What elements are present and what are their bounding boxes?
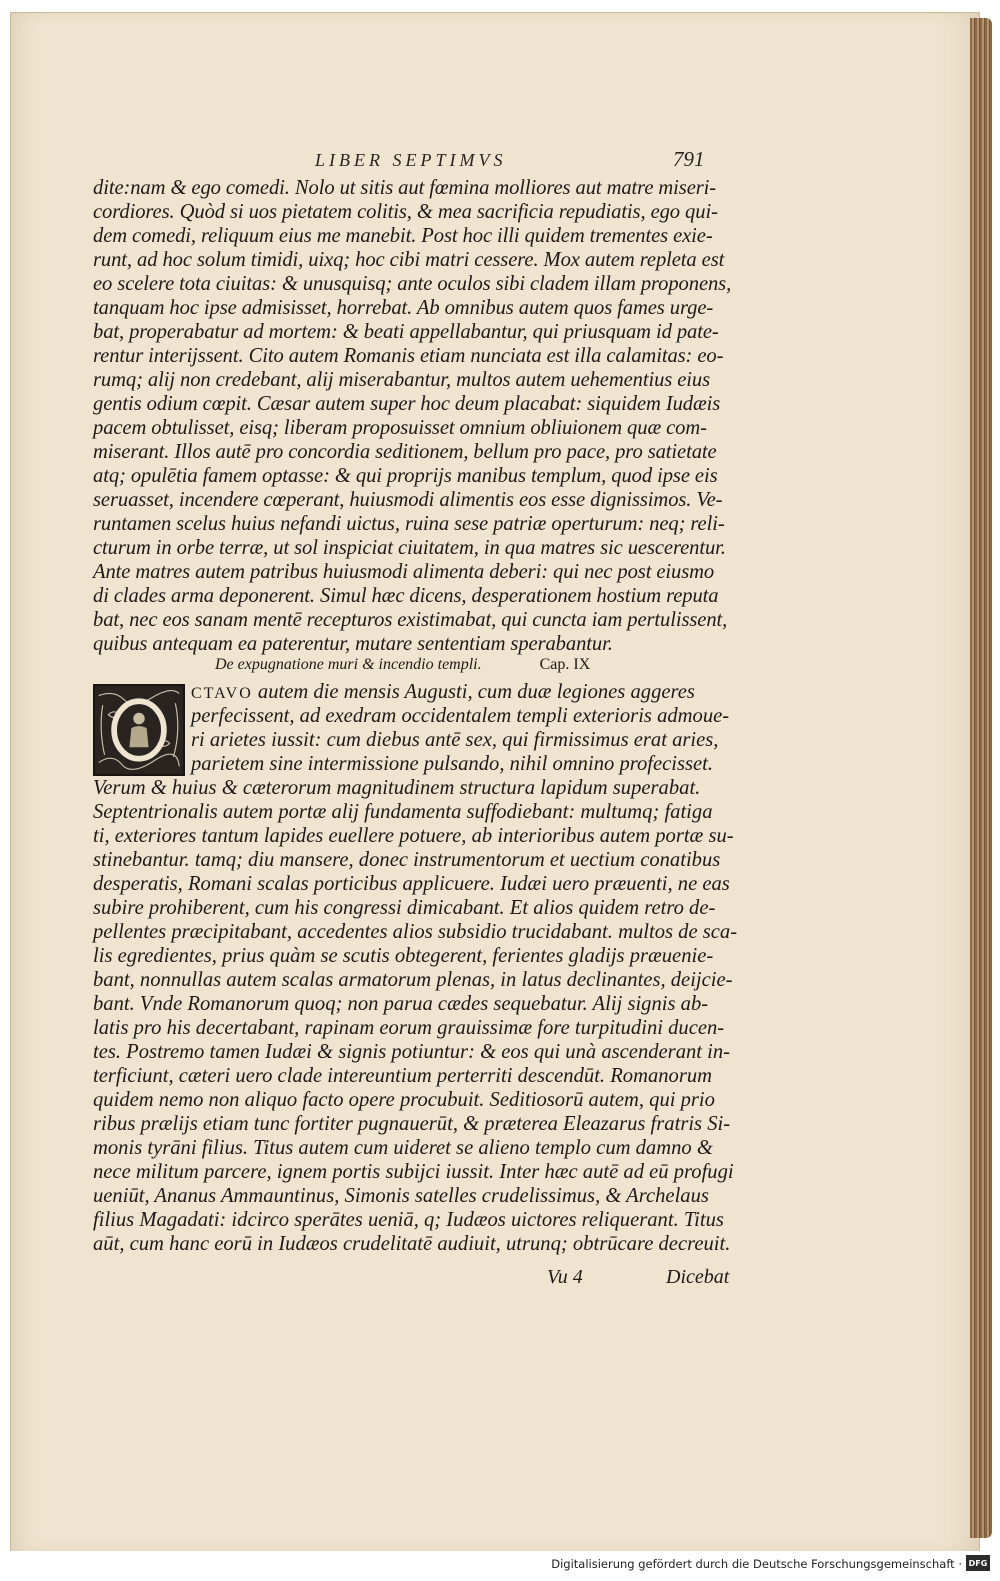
text-line: runt, ad hoc solum timidi, uixq; hoc cibi matri cessere. Mox autem repleta est — [93, 249, 725, 271]
text-line: stinebantur. tamq; diu mansere, donec instrumentorum et uectium conatibus — [93, 849, 721, 871]
catchword: Dicebat — [666, 1266, 730, 1288]
text-line: rentur interijssent. Cito autem Romanis etiam nunciata est illa calamitas: eo- — [93, 345, 724, 367]
text-line: ribus prælijs etiam tunc fortiter pugnauerūt, & præterea Eleazarus fratris Si- — [93, 1113, 731, 1135]
text-line: pellentes præcipitabant, accedentes alios subsidio trucidabant. multos de sca- — [93, 921, 738, 943]
chapter-heading — [215, 656, 590, 674]
text-line: subire prohiberent, cum his congressi dimicabant. Et alios quidem retro de- — [93, 897, 716, 919]
signature-mark: Vu 4 — [547, 1266, 583, 1288]
text-line: ueniūt, Ananus Ammauntinus, Simonis satelles crudelissimus, & Archelaus — [93, 1185, 709, 1207]
text-line: gentis odium cœpit. Cæsar autem super hoc deum placabat: siquidem Iudæis — [93, 393, 721, 415]
text-line: desperatis, Romani scalas porticibus applicuere. Iudæi uero præuenti, ne eas — [93, 873, 730, 895]
text-line: pacem obtulisset, eisq; liberam proposuisset omnium obliuionem quæ com- — [93, 417, 707, 439]
text-line: ri arietes iussit: cum diebus antē sex, qui firmissimus erat aries, — [191, 729, 719, 751]
text-line: eo scelere tota ciuitas: & unusquisq; ante oculos sibi cladem illam proponens, — [93, 273, 732, 295]
text-line: bat, nec eos sanam mentē recepturos existimabat, qui cuncta iam pertulissent, — [93, 609, 728, 631]
text-line: CTAVO autem die mensis Augusti, cum duæ legiones aggeres — [191, 681, 695, 703]
text-line: filius Magadati: idcirco sperātes ueniā, q; Iudæos uictores reliquerant. Titus — [93, 1209, 724, 1231]
text-line: terficiunt, cæteri uero clade intereuntium perterriti descendūt. Romanorum — [93, 1065, 713, 1087]
running-title: LIBER SEPTIMVS — [315, 150, 507, 170]
funding-credit: Digitalisierung gefördert durch die Deutsche Forschungsgemeinschaft · — [551, 1557, 962, 1571]
text-line: lis egredientes, prius quàm se scutis obtegerent, ferientes gladijs præuenie- — [93, 945, 714, 967]
text-line: rumq; alij non credebant, alij miserabantur, multos autem uehementius eius — [93, 369, 711, 391]
text-line: monis tyrāni filius. Titus autem cum uideret se alieno templo cum damno & — [93, 1137, 713, 1159]
chapter-number: Cap. IX — [539, 656, 591, 673]
text-line: aūt, cum hanc eorū in Iudæos crudelitatē audiuit, utrunq; obtrūcare decreuit. — [93, 1233, 731, 1255]
text-line: tanquam hoc ipse admisisset, horrebat. Ab omnibus autem quos fames urge- — [93, 297, 714, 319]
text-line: parietem sine intermissione pulsando, nihil omnino profecisset. — [191, 753, 714, 775]
text-line: miserant. Illos autē pro concordia seditionem, bellum pro pace, pro satietate — [93, 441, 717, 463]
text-line: bant. Vnde Romanorum quoq; non parua cædes sequebatur. Alij signis ab- — [93, 993, 709, 1015]
text-line: tes. Postremo tamen Iudæi & signis potiuntur: & eos qui unà ascenderant in- — [93, 1041, 731, 1063]
body-text — [93, 176, 753, 656]
text-line: bat, properabatur ad mortem: & beati appellabantur, qui priusquam id pate- — [93, 321, 719, 343]
text-line: cordiores. Quòd si uos pietatem colitis, & mea sacrificia repudiatis, ego qui- — [93, 201, 718, 223]
folio-number: 791 — [673, 147, 705, 171]
text-line: bant, nonnullas autem scalas armatorum plenas, in latus declinantes, deijcie- — [93, 969, 733, 991]
opening-word: CTAVO — [191, 685, 253, 702]
chapter-title: De expugnatione muri & incendio templi. — [215, 656, 482, 673]
page-header — [30, 147, 770, 176]
text-line: nece militum parcere, ignem portis subijci iussit. Inter hæc autē ad eū profugi — [93, 1161, 734, 1183]
text-line: quidem nemo non aliquo facto opere procubuit. Seditiosorū autem, qui prio — [93, 1089, 715, 1111]
dfg-logo-icon[interactable]: DFG — [966, 1555, 990, 1571]
text-line: quibus antequam ea paterentur, mutare sententiam sperabantur. — [93, 633, 613, 655]
text-line: perfecissent, ad exedram occidentalem templi exterioris admoue- — [191, 705, 730, 727]
text-line: runtamen scelus huius nefandi uictus, ruina sese patriæ operturum: neq; reli- — [93, 513, 725, 535]
text-line: ti, exteriores tantum lapides euellere potuere, ab interioribus autem portæ su- — [93, 825, 734, 847]
page-fore-edge — [970, 18, 992, 1538]
text-line: Ante matres autem patribus huiusmodi alimenta deberi: qui nec post eiusmo — [93, 561, 715, 583]
text-line: seruasset, incendere cœperant, huiusmodi alimentis eos esse dignissimos. Ve- — [93, 489, 723, 511]
text-line: Septentrionalis autem portæ alij fundamenta suffodiebant: multumq; fatiga — [93, 801, 713, 823]
text-line: dite:nam & ego comedi. Nolo ut sitis aut fœmina molliores aut matre miseri- — [93, 177, 717, 199]
text-line: di clades arma deponerent. Simul hæc dicens, desperationem hostium reputa — [93, 585, 719, 607]
viewer-footer — [0, 1551, 1000, 1581]
text-line: atq; opulētia famem optasse: & qui proprijs manibus templum, quod ipse eis — [93, 465, 718, 487]
text-line: cturum in orbe terræ, ut sol inspiciat ciuitatem, in qua matres sic uescerentur. — [93, 537, 726, 559]
text-line: dem comedi, reliquum eius me manebit. Post hoc illi quidem trementes exie- — [93, 225, 713, 247]
chapter-text — [93, 680, 753, 1256]
text-line: latis pro his decertabant, rapinam eorum grauissimæ fore turpitudini ducen- — [93, 1017, 725, 1039]
text-line: Verum & huius & cæterorum magnitudinem structura lapidum superabat. — [93, 777, 701, 799]
